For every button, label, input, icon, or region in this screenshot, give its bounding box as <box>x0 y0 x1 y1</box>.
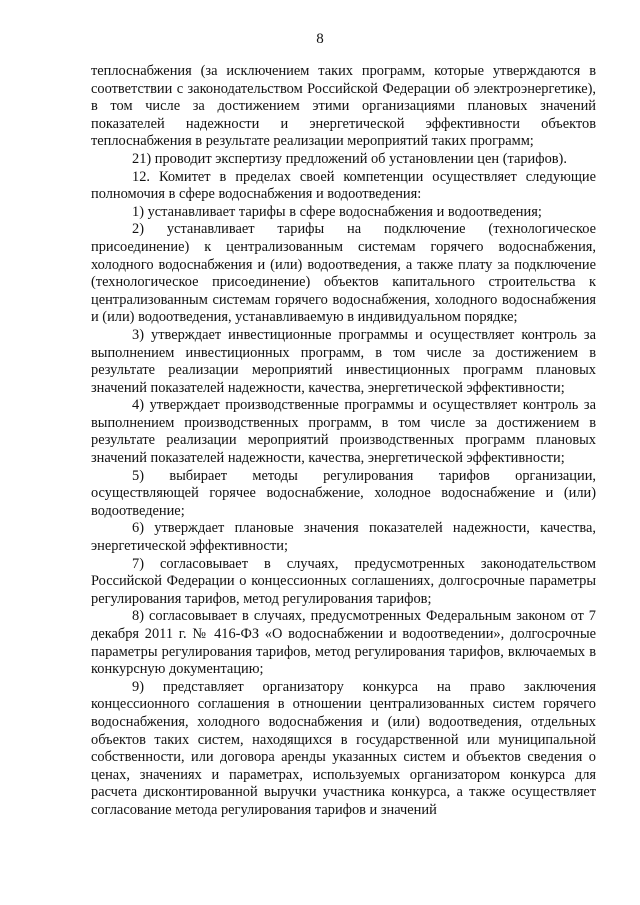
paragraph: 6) утверждает плановые значения показателей надежности, качества, энергетической эффективности; <box>91 520 596 555</box>
page-number: 8 <box>316 31 324 47</box>
paragraph: 1) устанавливает тарифы в сфере водоснабжения и водоотведения; <box>132 203 542 220</box>
paragraph: 12. Комитет в пределах своей компетенции осуществляет следующие полномочия в сфере водоснабжения и водоотведения: <box>91 168 596 203</box>
paragraph: 3) утверждает инвестиционные программы и осуществляет контроль за выполнением инвестиционных программ, в том числе за достижением в результате реализации мероприятий инвестиционных программ плановых значений показателей надежности, качества, энергетической эффективности; <box>91 326 596 396</box>
paragraph: 2) устанавливает тарифы на подключение (технологическое присоединение) к централизованным системам горячего водоснабжения, холодного водоснабжения и (или) водоотведения, а также плату за подключение (технологическое присоединение) объектов капитального строительства к централизованным системам горячего водоснабжения, холодного водоснабжения и (или) водоотведения, устанавливаемую в индивидуальном порядке; <box>91 221 596 326</box>
document-body <box>91 63 596 820</box>
paragraph: теплоснабжения (за исключением таких программ, которые утверждаются в соответствии с законодательством Российской Федерации об электроэнергетике), в том числе за достижением этими организациями плановых значений показателей надежности и энергетической эффективности объектов теплоснабжения в результате реализации мероприятий таких программ; <box>91 63 596 150</box>
paragraph: 9) представляет организатору конкурса на право заключения концессионного соглашения в отношении централизованных систем горячего водоснабжения, холодного водоснабжения и (или) водоотведения, отдельных объектов таких систем, находящихся в государственной или муниципальной собственности, или договора аренды указанных систем и объектов сведения о ценах, значениях и параметрах, используемых организатором конкурса для расчета дисконтированной выручки участника конкурса, а также осуществляет согласование метода регулирования тарифов и значений <box>91 678 596 818</box>
paragraph: 5) выбирает методы регулирования тарифов организации, осуществляющей горячее водоснабжение, холодное водоснабжение и (или) водоотведение; <box>91 467 596 519</box>
paragraph: 4) утверждает производственные программы и осуществляет контроль за выполнением производственных программ, в том числе за достижением в результате реализации мероприятий производственных программ плановых значений показателей надежности, качества, энергетической эффективности; <box>91 397 596 467</box>
paragraph: 7) согласовывает в случаях, предусмотренных законодательством Российской Федерации о концессионных соглашениях, долгосрочные параметры регулирования тарифов, метод регулирования тарифов; <box>91 555 596 607</box>
paragraph: 8) согласовывает в случаях, предусмотренных Федеральным законом от 7 декабря 2011 г. № 416-ФЗ «О водоснабжении и водоотведении», долгосрочные параметры регулирования тарифов, метод регулирования тарифов, включаемых в конкурсную документацию; <box>91 608 596 678</box>
paragraph: 21) проводит экспертизу предложений об установлении цен (тарифов). <box>132 150 567 167</box>
